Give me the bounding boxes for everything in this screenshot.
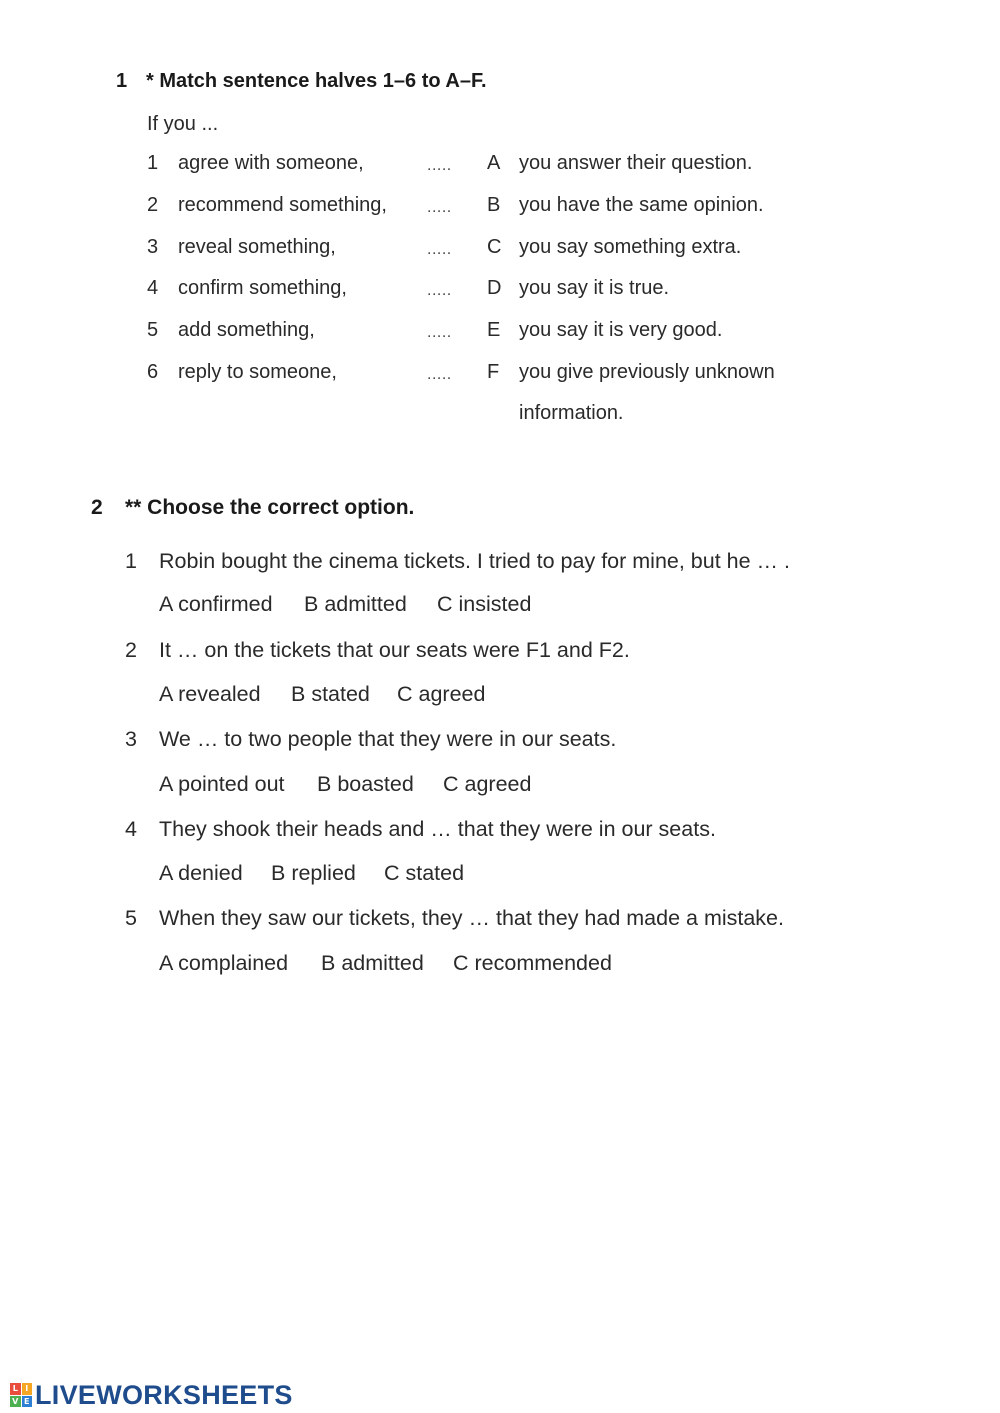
option-b[interactable]: B admitted: [304, 592, 407, 616]
option-a[interactable]: A denied: [159, 861, 243, 885]
left-item-number: 6: [147, 361, 159, 383]
question-number: 5: [125, 906, 137, 930]
question-text: When they saw our tickets, they … that they had made a mistake.: [159, 906, 784, 930]
question-number: 4: [125, 817, 137, 841]
right-item-text: you say something extra.: [519, 236, 742, 258]
exercise-2-number: 2: [91, 496, 103, 519]
option-c[interactable]: C stated: [384, 861, 465, 885]
option-c[interactable]: C agreed: [397, 682, 486, 706]
answer-blank[interactable]: .....: [427, 324, 452, 341]
right-item-text-continued: information.: [519, 402, 624, 424]
exercise-1-title: * Match sentence halves 1–6 to A–F.: [146, 70, 487, 92]
left-item-number: 1: [147, 152, 159, 174]
answer-blank[interactable]: .....: [427, 282, 452, 299]
right-item-text: you give previously unknown: [519, 361, 775, 383]
question-text: Robin bought the cinema tickets. I tried to pay for mine, but he … .: [159, 549, 790, 573]
option-a[interactable]: A revealed: [159, 682, 261, 706]
question-text: It … on the tickets that our seats were F1 and F2.: [159, 638, 630, 662]
right-item-text: you say it is very good.: [519, 319, 723, 341]
question-number: 3: [125, 727, 137, 751]
logo-badge-icon: L I V E: [10, 1383, 32, 1407]
option-b[interactable]: B admitted: [321, 951, 424, 975]
option-c[interactable]: C agreed: [443, 772, 532, 796]
question-text: We … to two people that they were in our seats.: [159, 727, 617, 751]
left-item-number: 2: [147, 194, 159, 216]
right-item-text: you say it is true.: [519, 277, 670, 299]
right-item-letter: E: [487, 319, 501, 341]
answer-blank[interactable]: .....: [427, 366, 452, 383]
left-item-text: reveal something,: [178, 236, 336, 258]
left-item-text: recommend something,: [178, 194, 387, 216]
option-b[interactable]: B boasted: [317, 772, 414, 796]
left-item-number: 5: [147, 319, 159, 341]
left-item-text: add something,: [178, 319, 315, 341]
left-item-text: reply to someone,: [178, 361, 337, 383]
exercise-2-title: ** Choose the correct option.: [125, 496, 415, 519]
option-a[interactable]: A confirmed: [159, 592, 273, 616]
option-c[interactable]: C insisted: [437, 592, 532, 616]
left-item-text: confirm something,: [178, 277, 347, 299]
right-item-text: you have the same opinion.: [519, 194, 764, 216]
option-c[interactable]: C recommended: [453, 951, 612, 975]
question-text: They shook their heads and … that they were in our seats.: [159, 817, 716, 841]
right-item-letter: A: [487, 152, 501, 174]
question-number: 1: [125, 549, 137, 573]
left-item-number: 4: [147, 277, 159, 299]
exercise-1-number: 1: [116, 70, 128, 92]
answer-blank[interactable]: .....: [427, 241, 452, 258]
answer-blank[interactable]: .....: [427, 199, 452, 216]
left-item-text: agree with someone,: [178, 152, 364, 174]
option-a[interactable]: A pointed out: [159, 772, 285, 796]
answer-blank[interactable]: .....: [427, 157, 452, 174]
right-item-letter: D: [487, 277, 502, 299]
liveworksheets-logo[interactable]: [10, 1380, 293, 1410]
logo-text: LIVEWORKSHEETS: [35, 1379, 293, 1410]
question-number: 2: [125, 638, 137, 662]
exercise-1-intro: If you ...: [147, 113, 219, 135]
right-item-letter: C: [487, 236, 502, 258]
option-b[interactable]: B replied: [271, 861, 356, 885]
option-a[interactable]: A complained: [159, 951, 289, 975]
left-item-number: 3: [147, 236, 159, 258]
right-item-letter: F: [487, 361, 500, 383]
option-b[interactable]: B stated: [291, 682, 370, 706]
right-item-text: you answer their question.: [519, 152, 753, 174]
right-item-letter: B: [487, 194, 501, 216]
